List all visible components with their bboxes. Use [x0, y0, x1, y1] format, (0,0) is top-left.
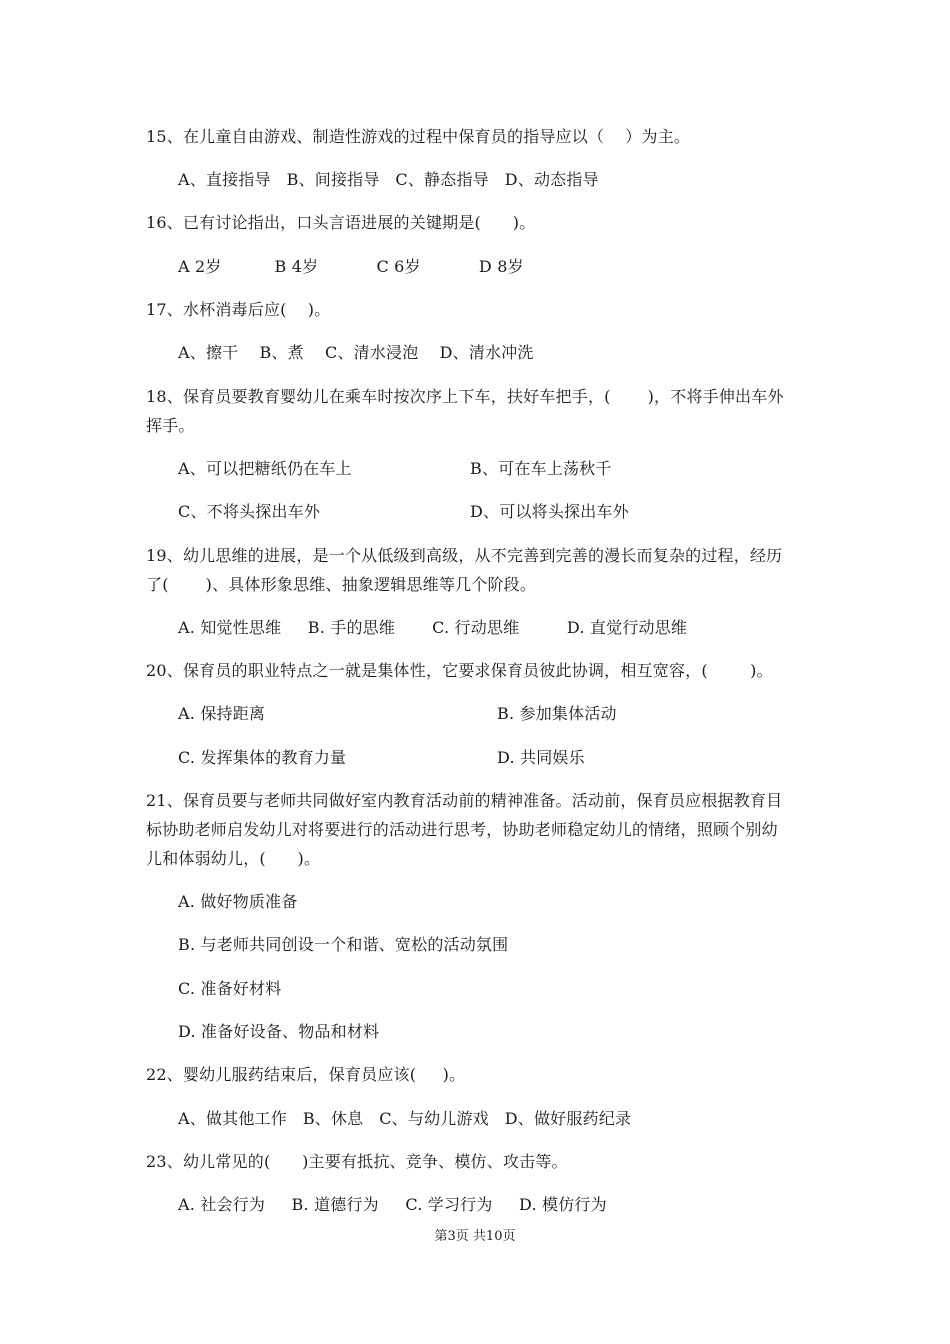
- question-18-option-c: C、不将头探出车外: [178, 502, 321, 521]
- question-15-options: A、直接指导 B、间接指导 C、静态指导 D、动态指导: [178, 170, 599, 189]
- question-20-stem: 20、保育员的职业特点之一就是集体性，它要求保育员彼此协调，相互宽容，( )。: [146, 661, 773, 680]
- question-21-option-a: A. 做好物质准备: [178, 892, 298, 911]
- question-21-option-c: C. 准备好材料: [178, 979, 282, 998]
- question-21-option-b: B. 与老师共同创设一个和谐、宽松的活动氛围: [178, 935, 509, 954]
- question-19-stem-line-1: 19、幼儿思维的进展，是一个从低级到高级，从不完善到完善的漫长而复杂的过程，经历: [146, 546, 783, 565]
- page-number-footer: 第3页 共10页: [434, 1229, 516, 1244]
- question-17-stem: 17、水杯消毒后应( )。: [146, 300, 331, 319]
- question-19-options: A. 知觉性思维 B. 手的思维 C. 行动思维 D. 直觉行动思维: [178, 618, 688, 637]
- question-20-option-c: C. 发挥集体的教育力量: [178, 748, 347, 767]
- question-16-stem: 16、已有讨论指出，口头言语进展的关键期是( )。: [146, 213, 536, 232]
- question-15-stem: 15、在儿童自由游戏、制造性游戏的过程中保育员的指导应以（ ）为主。: [146, 127, 691, 146]
- question-23-options: A. 社会行为 B. 道德行为 C. 学习行为 D. 模仿行为: [178, 1195, 607, 1214]
- question-21-stem-line-3: 儿和体弱幼儿，( )。: [146, 849, 321, 868]
- question-16-options: A 2岁 B 4岁 C 6岁 D 8岁: [178, 257, 524, 276]
- question-18-option-a: A、可以把糖纸仍在车上: [178, 459, 352, 478]
- question-22-stem: 22、婴幼儿服药结束后，保育员应该( )。: [146, 1065, 466, 1084]
- question-20-option-b: B. 参加集体活动: [497, 704, 617, 723]
- question-21-stem-line-2: 标协助老师启发幼儿对将要进行的活动进行思考，协助老师稳定幼儿的情绪，照顾个别幼: [146, 820, 778, 839]
- question-22-options: A、做其他工作 B、休息 C、与幼儿游戏 D、做好服药纪录: [178, 1109, 632, 1128]
- question-20-option-d: D. 共同娱乐: [497, 748, 585, 767]
- question-18-stem-line-1: 18、保育员要教育婴幼儿在乘车时按次序上下车，扶好车把手，( )，不将手伸出车外: [146, 387, 784, 406]
- question-21-option-d: D. 准备好设备、物品和材料: [178, 1022, 380, 1041]
- question-18-stem-line-2: 挥手。: [146, 416, 195, 435]
- question-23-stem: 23、幼儿常见的( )主要有抵抗、竞争、模仿、攻击等。: [146, 1152, 568, 1171]
- question-19-stem-line-2: 了( )、具体形象思维、抽象逻辑思维等几个阶段。: [146, 575, 537, 594]
- question-20-option-a: A. 保持距离: [178, 704, 266, 723]
- question-21-stem-line-1: 21、保育员要与老师共同做好室内教育活动前的精神准备。活动前，保育员应根据教育目: [146, 791, 783, 810]
- question-18-option-d: D、可以将头探出车外: [470, 502, 629, 521]
- question-18-option-b: B、可在车上荡秋千: [470, 459, 612, 478]
- question-17-options: A、擦干 B、煮 C、清水浸泡 D、清水冲洗: [178, 343, 534, 362]
